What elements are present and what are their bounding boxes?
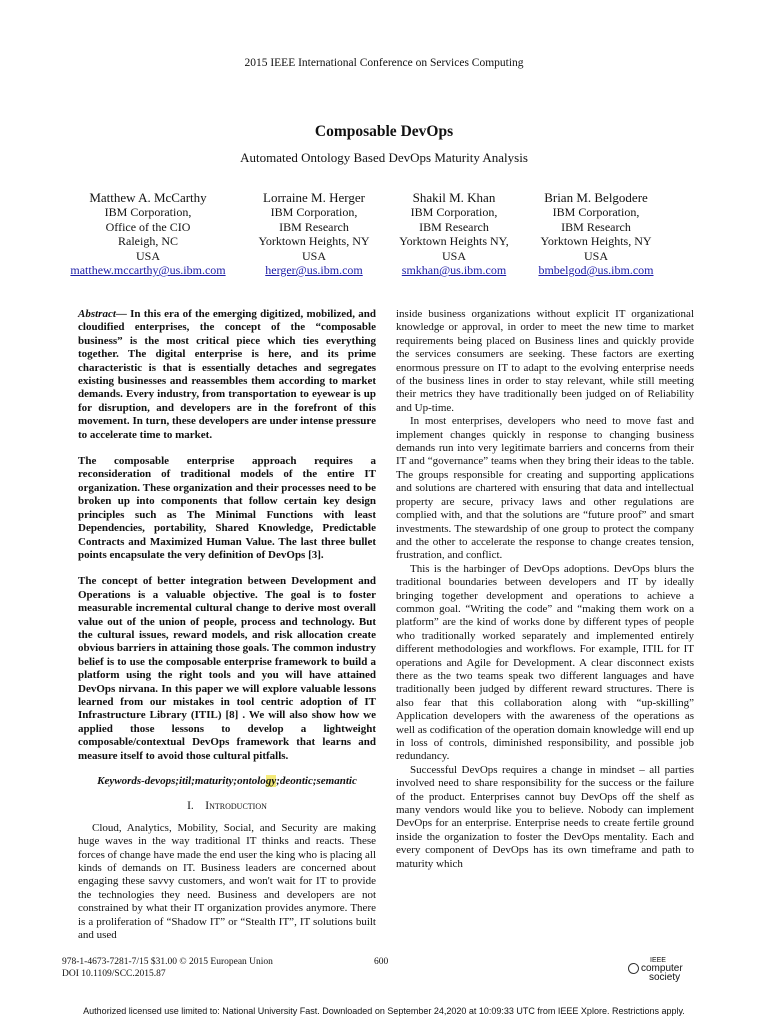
paper-subtitle: Automated Ontology Based DevOps Maturity Analysis — [240, 150, 528, 165]
author-email-link[interactable]: bmbelgod@us.ibm.com — [538, 263, 654, 277]
author-name: Matthew A. McCarthy — [89, 190, 207, 205]
copyright-line: 978-1-4673-7281-7/15 $31.00 © 2015 European Union — [62, 957, 273, 967]
conference-header: 2015 IEEE International Conference on Services Computing — [244, 57, 524, 69]
author-block — [528, 190, 664, 278]
author-country: USA — [441, 248, 466, 263]
author-location: Yorktown Heights, NY — [258, 234, 370, 248]
abstract-label: Abstract— — [78, 308, 127, 320]
logo-ieee: IEEE — [650, 957, 666, 964]
right-column — [396, 308, 694, 871]
keywords — [78, 775, 376, 788]
author-affiliation: IBM Corporation, — [410, 205, 498, 219]
author-affiliation: IBM Corporation, — [270, 205, 358, 219]
author-affiliation: IBM Corporation, — [552, 205, 640, 219]
body-paragraph: In most enterprises, developers who need to move fast and implement changes quickly in response to changing business demands run into very legitimate barriers and concerns from their IT and “governance” teams when they bring their ideas to the table. The groups responsible for creating and supporting applications and solutions are chartered with ensuring that data and intellectual property are secure, privacy laws and other regulations are complied with, and that the solutions are “future proof” and smart investments. The stewardship of one group to protect the company and the other to accelerate the response to change creates tension, frustration, and conflict. — [396, 415, 694, 562]
paper-title: Composable DevOps — [314, 123, 454, 140]
abstract — [78, 308, 376, 763]
license-notice: Authorized licensed use limited to: National University Fast. Downloaded on September 24,2020 at 10:09:33 UTC from IEEE Xplore. Restrictions apply. — [83, 1006, 685, 1016]
logo-line: society — [649, 972, 681, 983]
body-paragraph: inside business organizations without explicit IT organizational knowledge or approval, in order to meet the new time to market requirements being placed on Business lines and quickly provide the services consumers are seeking. These factors are exerting enormous pressure on IT to adapt to the evolving enterprise needs of the business lines in order to stay relevant, while still meeting their metrics they have traditionally been judged on of Reliability and Up-time. — [396, 308, 694, 414]
section-number: I. — [187, 800, 194, 813]
body-paragraph: Successful DevOps requires a change in mindset – all parties involved need to share responsibility for the success or the failure of the product. Enterprises cannot buy DevOps off the shelf as many vendors would like you to believe. Nobody can implement DevOps for an enterprise. Enterprise needs to create fertile ground inside the organization to foster the DevOps mentality. Each and every component of DevOps has its own timeframe and path to maturity which — [396, 763, 694, 870]
author-email-link[interactable]: matthew.mccarthy@us.ibm.com — [70, 263, 226, 277]
section-title: Introduction — [205, 800, 267, 813]
author-department: IBM Research — [279, 219, 349, 234]
author-location: Raleigh, NC — [118, 234, 178, 248]
author-department: IBM Research — [419, 219, 489, 234]
author-name: Lorraine M. Herger — [263, 190, 365, 205]
computer-society-logo — [628, 957, 708, 981]
logo-text — [641, 964, 683, 982]
author-block — [58, 190, 238, 278]
author-name: Shakil M. Khan — [412, 190, 496, 205]
keywords-text-end: ;deontic;semantic — [276, 775, 357, 787]
author-country: USA — [583, 248, 608, 263]
author-location: Yorktown Heights NY, — [399, 234, 509, 248]
author-email-link[interactable]: smkhan@us.ibm.com — [401, 263, 507, 277]
author-email-link[interactable]: herger@us.ibm.com — [265, 263, 363, 277]
author-country: USA — [135, 248, 160, 263]
author-department: Office of the CIO — [105, 219, 191, 234]
keywords-text: Keywords-devops;itil;maturity;ontolo — [97, 775, 266, 787]
abstract-paragraph: The composable enterprise approach requires a reconsideration of traditional models of the entire IT organization. These organization and their processes need to be broken up into components that follow certain key design principles such as The Minimal Functions with least Dependencies, portability, Shared Knowledge, Predictable Contracts and Maximized Human Value. The last three bullet points encapsulate the very definition of DevOps [3]. — [78, 455, 376, 561]
author-department: IBM Research — [561, 219, 631, 234]
section-heading — [78, 800, 376, 813]
author-country: USA — [301, 248, 326, 263]
abstract-paragraph: The concept of better integration between Development and Operations is a valuable objective. The goal is to foster measurable incremental cultural change to derive most overall value out of the union of people, process and technology. But the cultural issues, reward models, and risk allocation create obvious barriers in attaining those goals. The common industry belief is to use the composable enterprise framework to build a platform using the right tools and you will have attained DevOps nirvana. In this paper we will explore valuable lessons learned from our mistakes in tool centric adoption of IT Infrastructure Library (ITIL) [8] . We will also show how we applied those lessons to develop a lightweight composable/contextual DevOps framework that learns and measure itself to avoid those cultural pitfalls. — [78, 575, 376, 762]
logo-line: computer — [641, 963, 683, 974]
left-column — [78, 308, 376, 942]
author-block — [386, 190, 522, 278]
globe-icon — [628, 963, 639, 974]
keywords-highlight: gy — [265, 775, 277, 787]
page-number: 600 — [374, 957, 389, 967]
author-location: Yorktown Heights, NY — [540, 234, 652, 248]
body-paragraph: This is the harbinger of DevOps adoptions. DevOps blurs the traditional boundaries between developers and IT by ideally bringing together development and operations to achieve a common goal. “Writing the code” and “making them work on a platform” are the kind of works done by different types of people who traditionally worked separately and implemented entirely different methodologies and workflows. For example, ITIL for IT operations and Agile for Development. A clear disconnect exists there as the two teams speak two different languages and have traditionally been judged by different reward structures. There is also fear that this collaboration along with “up-skilling” Application developers with the awareness of the operations as well as codification of the operation domain knowledge will end up in loss of controls, diminished responsibility, and possible job redundancy. — [396, 562, 694, 763]
doi-line: DOI 10.1109/SCC.2015.87 — [62, 969, 166, 979]
author-name: Brian M. Belgodere — [544, 190, 648, 205]
abstract-text: In this era of the emerging digitized, mobilized, and cloudified enterprises, the concept of the “composable business” is the most critical piece which ties everything together. The digital enterprise is here, and its prime characteristic is that is essentially detaches and segregates existing businesses and reassembles them according to market demands. Every industry, from transportation to eyewear is up for disruption, and developers are in the forefront of this movement. In turn, these developers are under intense pressure to accelerate time to market. — [78, 308, 376, 441]
author-affiliation: IBM Corporation, — [104, 205, 192, 219]
body-paragraph: Cloud, Analytics, Mobility, Social, and Security are making huge waves in the way traditional IT thinks and reacts. These forces of change have made the end user the king who is placing all kinds of demands on IT. Business leaders are concerned about engaging these savvy customers, and won't wait for IT to provide the technologies they need. Business and developers are not constrained by what their IT organization provides anymore. There is a proliferation of “Shadow IT” or “Stealth IT”, IT solutions built and used — [78, 821, 376, 942]
abstract-paragraph — [78, 308, 376, 442]
author-block — [244, 190, 384, 278]
